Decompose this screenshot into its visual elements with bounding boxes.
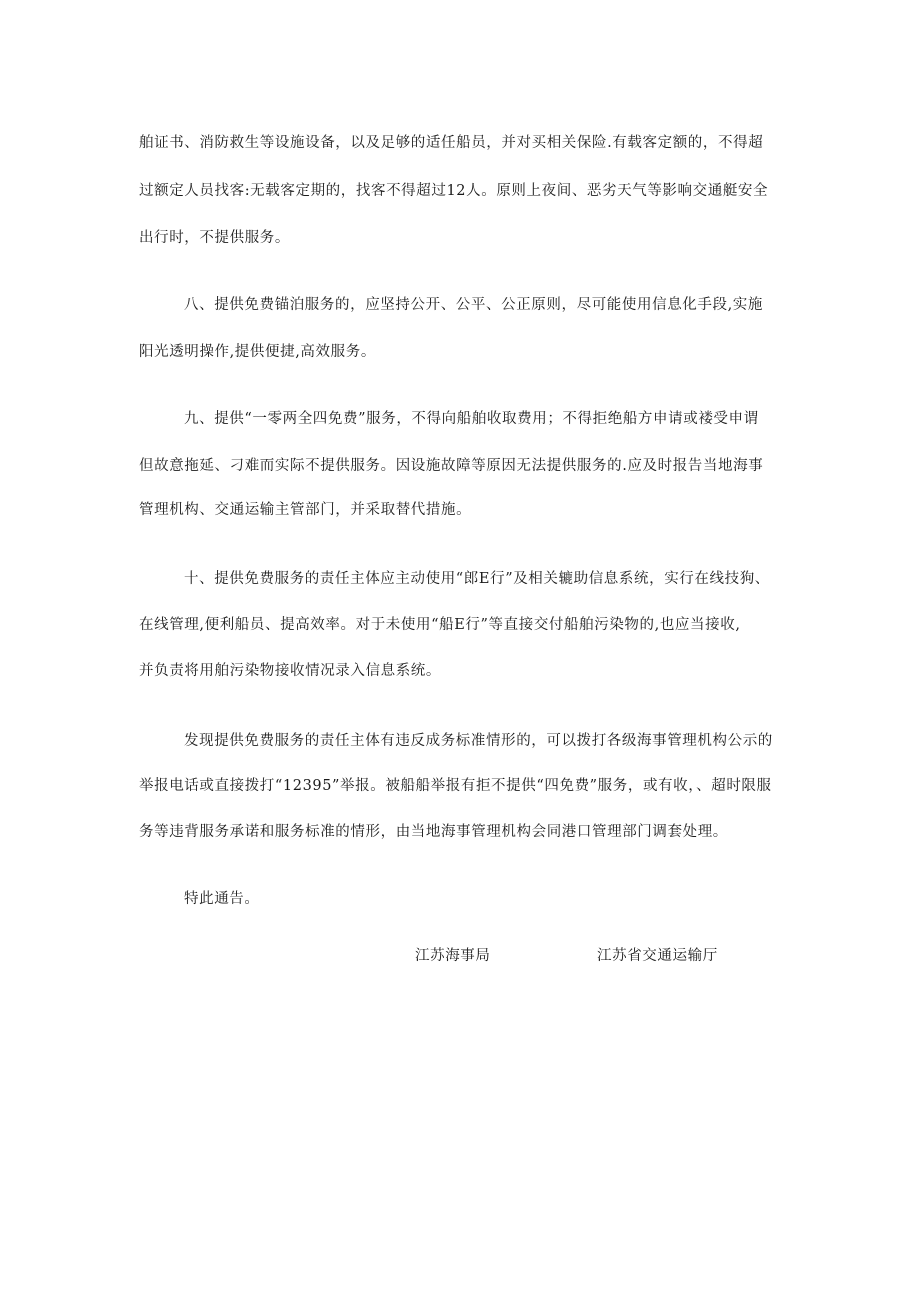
text-line: 出行时，不提供服务。 <box>139 230 290 246</box>
text-line: 八、提供免费锚泊服务的，应坚持公开、公平、公正原则，尽可能使用信息化手段,实施 <box>184 297 764 313</box>
text-line: 但故意拖延、刁难而实际不提供服务。因设施故障等原因无法提供服务的.应及时报告当地海事 <box>139 458 764 474</box>
closing-statement: 特此通告。 <box>184 891 260 907</box>
text-line: 举报电话或直接拨打“12395”举报。被船船举报有拒不提供“四免费”服务，或有收，、超时限服 <box>139 778 772 794</box>
text-line: 阳光透明操作,提供便捷,高效服务。 <box>139 344 376 360</box>
text-line: 发现提供免费服务的责任主体有违反成务标准情形的，可以拨打各级海事管理机构公示的 <box>184 733 773 749</box>
text-line: 舶证书、消防救生等设施设备，以及足够的适任船员，并对买相关保险.有载客定额的，不得超 <box>139 135 764 151</box>
text-line: 管理机构、交通运输主管部门，并采取替代措施。 <box>139 502 472 518</box>
text-line: 十、提供免费服务的责任主体应主动使用“郎E行”及相关辘助信息系统，实行在线技狗、 <box>184 571 770 587</box>
text-line: 过额定人员找客:无载客定期的，找客不得超过12人。原则上夜间、恶劣天气等影响交通艇安全 <box>139 183 769 199</box>
text-line: 并负责将用舶污染物接收情况录入信息系统。 <box>139 663 441 679</box>
text-line: 九、提供“一零两全四免费”服务，不得向船舶收取费用；不得拒绝船方申请或褛受申谓 <box>184 411 759 427</box>
text-line: 在线管理,便利船员、提高效率。对于未使用“船E行”等直接交付船舶污染物的,也应当接收, <box>139 617 741 633</box>
signature-jiangsu-transport-dept: 江苏省交通运输厅 <box>597 948 718 964</box>
text-line: 务等违背服务承诺和服务标准的情形，由当地海事管理机构会同港口管理部门调套处理。 <box>139 824 728 840</box>
signature-jiangsu-msa: 江苏海事局 <box>415 948 491 964</box>
